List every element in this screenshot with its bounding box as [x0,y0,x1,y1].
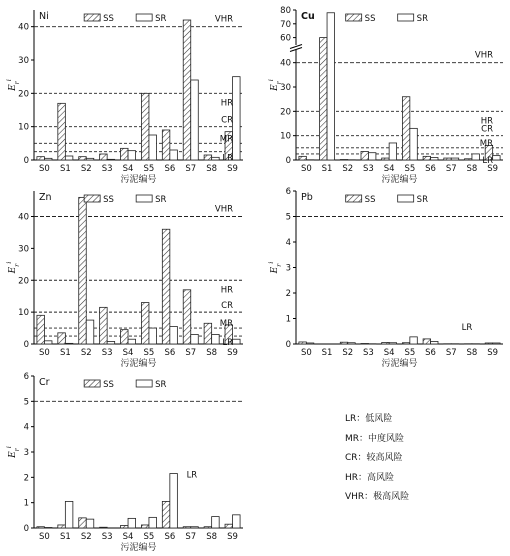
y-tick-label: 0 [285,340,291,350]
x-axis-label: 污泥编号 [120,175,157,185]
x-tick-label: S2 [80,164,92,174]
bar-ss [204,527,212,528]
x-tick-label: S1 [321,164,333,174]
bar-sr [170,474,178,528]
y-axis-label-superscript: i [5,446,13,449]
y-tick-label: 5 [285,212,291,223]
risk-label: VHR [474,50,493,61]
y-tick-label: 80 [280,6,291,16]
bar-ss [141,525,149,528]
bar-ss [37,315,45,344]
bar-ss [183,527,191,528]
x-tick-label: S5 [404,164,416,174]
chart-cu [267,6,503,185]
bar-ss [100,527,108,528]
y-tick-label: 30 [280,83,291,93]
chart-title: Cu [301,11,315,22]
bar-sr [212,157,220,160]
bar-sr [170,326,178,344]
chart-title: Ni [39,11,49,22]
bar-sr [44,527,52,528]
bar-sr [149,517,157,528]
x-tick-label: S7 [185,532,197,542]
y-tick-label: 3 [285,263,291,274]
x-tick-label: S0 [39,532,50,542]
bar-sr [327,13,334,160]
risk-label: HR [220,285,233,296]
y-axis-label-subscript: r [275,263,283,267]
x-tick-label: S3 [101,348,113,358]
chart-title: Pb [301,192,313,203]
x-tick-label: S6 [425,348,436,358]
bar-sr [431,341,438,344]
legend-swatch-sr [398,14,414,21]
bar-sr [44,341,52,344]
bar-ss [79,518,87,528]
bar-sr [65,343,73,344]
y-tick-label: 40 [280,58,291,69]
bar-ss [58,525,66,528]
y-tick-label: 1 [285,314,291,325]
bar-sr [368,153,375,160]
y-tick-label: 0 [285,156,291,166]
risk-label: MR [479,138,493,149]
bar-ss [204,323,212,344]
legend-label-ss: SS [103,14,114,24]
x-tick-label: S8 [206,164,218,174]
x-tick-label: S1 [321,348,333,358]
legend-label-sr: SR [416,195,428,205]
x-tick-label: S4 [122,164,134,174]
bar-sr [212,334,220,344]
x-tick-label: S9 [227,532,238,542]
chart-ni [5,10,243,185]
y-axis-label-superscript: i [267,79,275,82]
x-tick-label: S4 [122,348,134,358]
bar-sr [44,158,52,160]
risk-label: VHR [214,204,233,215]
bar-sr [306,343,313,344]
legend-swatch-ss [84,14,100,21]
risk-annotation: LR [461,323,473,333]
legend-note-vhr: VHR：极高风险 [345,492,410,502]
y-axis-label-subscript: r [275,81,283,85]
bar-ss [225,524,233,528]
y-tick-label: 60 [280,33,291,44]
bar-ss [464,159,471,160]
bar-ss [183,20,191,160]
bar-sr [86,158,94,160]
x-tick-label: S9 [227,348,238,358]
y-tick-label: 4 [285,238,291,248]
x-axis-label: 污泥编号 [120,359,157,369]
risk-label: MR [219,319,233,330]
bar-sr [170,150,178,160]
bar-ss [121,330,129,344]
legend-swatch-ss [346,14,362,21]
y-axis-label: $E_r^i$ [5,79,21,91]
bar-sr [348,343,355,344]
x-tick-label: S0 [300,348,312,358]
bar-ss [121,148,129,160]
bar-sr [65,501,73,528]
bar-sr [233,77,241,160]
bar-ss [402,343,409,344]
bar-sr [493,156,500,160]
x-tick-label: S0 [39,348,50,358]
x-tick-label: S6 [164,348,176,358]
legend-note-mr: MR：中度风险 [345,433,405,444]
x-tick-label: S0 [300,164,312,174]
x-tick-label: S8 [466,164,478,174]
bar-sr [212,517,220,528]
y-tick-label: 0 [23,156,29,166]
y-axis-label-superscript: i [267,261,275,264]
bar-sr [107,159,115,160]
legend-note-cr: CR：较高风险 [345,453,403,463]
bar-sr [233,339,241,344]
y-tick-label: 0 [23,524,29,534]
legend-note-lr: LR：低风险 [345,414,393,424]
bar-sr [472,154,479,160]
bar-sr [431,158,438,160]
y-tick-label: 4 [23,422,29,433]
legend-label-ss: SS [103,380,114,390]
y-tick-label: 10 [280,131,291,142]
x-tick-label: S1 [59,532,71,542]
bar-sr [128,151,136,160]
bar-ss [162,229,170,344]
bar-ss [299,156,306,160]
x-tick-label: S3 [363,348,374,358]
bar-sr [128,518,136,528]
bar-ss [423,339,430,344]
x-tick-label: S9 [227,164,238,174]
risk-label: CR [481,124,493,135]
x-tick-label: S2 [342,164,354,174]
x-tick-label: S4 [383,348,395,358]
bar-ss [485,343,492,344]
x-tick-label: S3 [101,532,113,542]
risk-label: CR [221,115,233,126]
bar-sr [149,328,157,344]
bar-sr [149,135,157,160]
x-tick-label: S6 [425,164,436,174]
bar-ss [382,158,389,160]
x-tick-label: S7 [185,348,197,358]
legend-label-sr: SR [155,14,167,24]
y-axis-label-superscript: i [5,261,13,264]
bar-ss [361,343,368,344]
legend-label-sr: SR [155,380,167,390]
legend-note-hr: HR：高风险 [345,472,395,483]
bar-ss [58,103,66,160]
legend-swatch-sr [136,14,152,21]
y-tick-label: 1 [23,498,29,509]
bar-ss [423,156,430,160]
y-tick-label: 10 [18,122,29,133]
x-tick-label: S2 [342,348,354,358]
bar-ss [382,342,389,344]
x-tick-label: S5 [143,532,155,542]
x-tick-label: S2 [80,348,92,358]
y-axis-label: $E_r^i$ [267,261,283,274]
bar-ss [100,307,108,344]
bar-ss [121,525,129,528]
legend-label-ss: SS [364,14,376,24]
x-tick-label: S8 [466,348,478,358]
y-tick-label: 5 [23,397,29,408]
x-tick-label: S5 [404,348,416,358]
risk-label: MR [219,134,233,145]
bar-ss [361,151,368,160]
bar-ss [340,342,347,344]
risk-label: LR [222,338,233,349]
risk-annotation: LR [186,470,198,481]
legend-label-sr: SR [155,195,167,205]
bar-ss [183,290,191,344]
legend-swatch-sr [398,195,414,202]
bar-sr [128,339,136,344]
legend-swatch-ss [84,195,100,202]
risk-label: LR [222,153,233,164]
y-axis-label: $E_r^i$ [5,446,21,458]
risk-level-legend [345,410,495,508]
x-tick-label: S8 [206,532,218,542]
bar-sr [410,337,417,344]
bar-ss [79,197,87,344]
bar-sr [86,519,94,528]
x-tick-label: S8 [206,348,218,358]
x-tick-label: S7 [445,348,457,358]
chart-zn [5,191,243,369]
y-tick-label: 6 [285,187,291,197]
x-tick-label: S4 [383,164,395,174]
bar-sr [191,527,199,528]
risk-label: LR [482,155,493,166]
bar-ss [141,93,149,160]
bar-ss [299,342,306,344]
x-tick-label: S0 [39,164,50,174]
y-tick-label: 2 [23,473,29,484]
bar-ss [204,155,212,160]
x-axis-label: 污泥编号 [381,175,418,185]
chart-pb [267,187,503,369]
bar-ss [320,38,327,160]
x-tick-label: S2 [80,532,92,542]
y-tick-label: 6 [23,372,29,382]
x-tick-label: S1 [59,164,71,174]
x-tick-label: S5 [143,348,155,358]
x-axis-label: 污泥编号 [381,359,418,369]
x-tick-label: S7 [185,164,197,174]
risk-label: HR [480,116,493,127]
chart-title: Zn [39,192,52,203]
bar-sr [86,320,94,344]
bar-ss [444,158,451,160]
y-tick-label: 10 [18,308,29,319]
x-tick-label: S6 [164,164,176,174]
bar-sr [410,128,417,160]
bar-sr [389,343,396,344]
y-tick-label: 40 [18,22,29,33]
y-axis-label: $E_r^i$ [267,79,283,91]
legend-swatch-sr [136,195,152,202]
bar-sr [191,334,199,344]
bar-ss [37,527,45,528]
legend-swatch-sr [136,380,152,387]
x-tick-label: S9 [487,164,499,174]
risk-label: HR [220,98,233,109]
x-tick-label: S7 [445,164,457,174]
y-tick-label: 0 [23,340,29,350]
y-axis-label-superscript: i [5,79,13,82]
x-tick-label: S6 [164,532,176,542]
bar-sr [65,156,73,160]
bar-sr [191,80,199,160]
bar-ss [58,333,66,344]
bar-ss [141,303,149,344]
bar-sr [233,515,241,528]
bar-ss [162,130,170,160]
x-tick-label: S3 [101,164,113,174]
x-tick-label: S1 [59,348,71,358]
risk-label: CR [221,301,233,312]
y-axis-label-subscript: r [13,263,21,267]
y-tick-label: 30 [18,244,29,255]
legend-label-sr: SR [416,14,428,24]
legend-label-ss: SS [103,195,114,205]
y-tick-label: 2 [285,289,291,299]
bar-ss [100,154,108,160]
bar-sr [107,341,115,344]
bar-sr [389,143,396,160]
chart-cr [5,372,243,553]
y-axis-label-subscript: r [13,81,21,85]
x-tick-label: S3 [363,164,374,174]
legend-label-ss: SS [364,195,376,205]
risk-label: VHR [214,14,233,25]
y-tick-label: 20 [18,276,29,287]
x-tick-label: S9 [487,348,499,358]
legend-swatch-ss [84,380,100,387]
y-axis-label: $E_r^i$ [5,261,21,274]
x-tick-label: S4 [122,532,134,542]
bar-ss [162,501,170,528]
legend-swatch-ss [346,195,362,202]
y-tick-label: 70 [280,19,291,30]
bar-ss [37,157,45,160]
y-tick-label: 3 [23,448,29,458]
chart-title: Cr [39,377,50,388]
x-axis-label: 污泥编号 [120,543,157,553]
y-tick-label: 40 [18,212,29,223]
bar-ss [402,97,409,160]
bar-sr [493,343,500,344]
y-tick-label: 30 [18,56,29,66]
x-tick-label: S5 [143,164,155,174]
y-tick-label: 20 [18,89,29,100]
bar-ss [79,157,87,160]
y-axis-label-subscript: r [13,448,21,452]
bar-sr [451,158,458,160]
y-tick-label: 20 [280,107,291,118]
